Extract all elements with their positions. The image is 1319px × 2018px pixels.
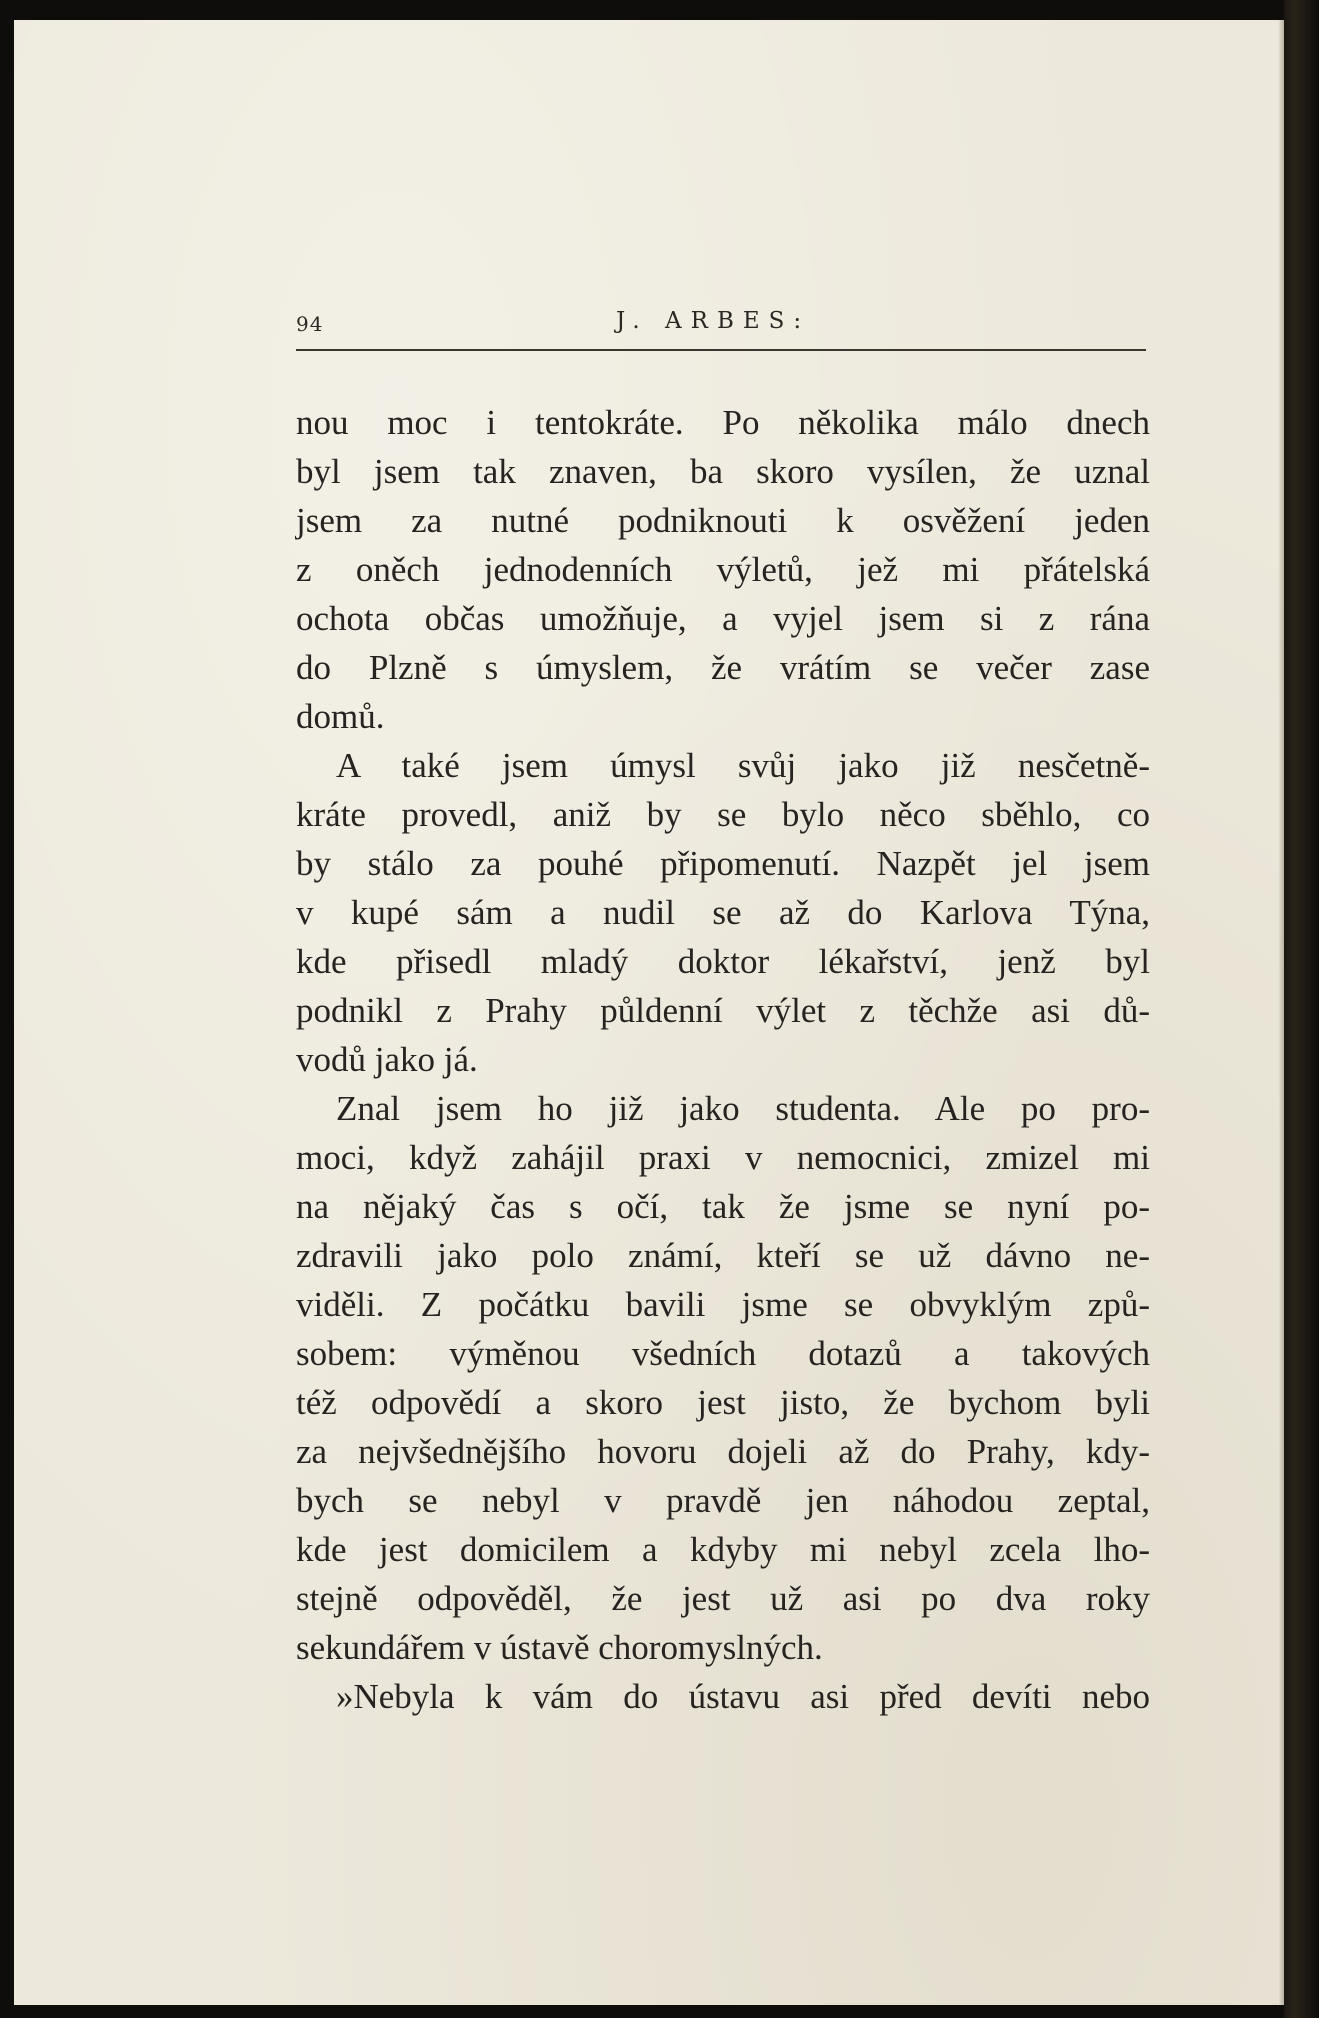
paragraph (296, 1084, 1150, 1672)
text-line: moci, když zahájil praxi v nemocnici, zmizel mi (296, 1138, 1150, 1177)
text-line: v kupé sám a nudil se až do Karlova Týna, (296, 893, 1150, 932)
text-line: ochota občas umožňuje, a vyjel jsem si z rána (296, 599, 1150, 638)
paragraph (296, 398, 1150, 741)
text-line: viděli. Z počátku bavili jsme se obvyklým způ- (296, 1285, 1150, 1324)
text-line: kde jest domicilem a kdyby mi nebyl zcela lho- (296, 1530, 1150, 1569)
text-line: domů. (296, 697, 385, 736)
text-line: A také jsem úmysl svůj jako již nesčetně- (336, 746, 1150, 785)
text-line: jsem za nutné podniknouti k osvěžení jeden (296, 501, 1150, 540)
text-line: by stálo za pouhé připomenutí. Nazpět jel jsem (296, 844, 1150, 883)
text-line: do Plzně s úmyslem, že vrátím se večer zase (296, 648, 1150, 687)
text-line: z oněch jednodenních výletů, jež mi přátelská (296, 550, 1150, 589)
text-line: kráte provedl, aniž by se bylo něco sběhlo, co (296, 795, 1150, 834)
text-line: sekundářem v ústavě choromyslných. (296, 1628, 823, 1667)
text-line: podnikl z Prahy půldenní výlet z těchže asi dů- (296, 991, 1150, 1030)
running-head-author: J. ARBES: (616, 308, 811, 334)
running-head (296, 308, 1146, 348)
body-text (296, 398, 1150, 1721)
paragraph (296, 1672, 1150, 1721)
text-line: »Nebyla k vám do ústavu asi před devíti nebo (336, 1677, 1150, 1716)
text-line: byl jsem tak znaven, ba skoro vysílen, že uznal (296, 452, 1150, 491)
text-line: stejně odpověděl, že jest už asi po dva roky (296, 1579, 1150, 1618)
paragraph (296, 741, 1150, 1084)
text-line: kde přisedl mladý doktor lékařství, jenž byl (296, 942, 1150, 981)
header-rule (296, 349, 1146, 351)
text-line: též odpovědí a skoro jest jisto, že bychom byli (296, 1383, 1150, 1422)
text-line: na nějaký čas s očí, tak že jsme se nyní po- (296, 1187, 1150, 1226)
text-line: Znal jsem ho již jako studenta. Ale po pro- (336, 1089, 1150, 1128)
text-line: za nejvšednějšího hovoru dojeli až do Prahy, kdy- (296, 1432, 1150, 1471)
text-line: vodů jako já. (296, 1040, 478, 1079)
page-number: 94 (296, 312, 324, 336)
text-line: bych se nebyl v pravdě jen náhodou zeptal, (296, 1481, 1150, 1520)
book-spine-shadow (1284, 0, 1319, 2018)
text-line: nou moc i tentokráte. Po několika málo dnech (296, 403, 1150, 442)
text-line: zdravili jako polo známí, kteří se už dávno ne- (296, 1236, 1150, 1275)
text-line: sobem: výměnou všedních dotazů a takových (296, 1334, 1150, 1373)
